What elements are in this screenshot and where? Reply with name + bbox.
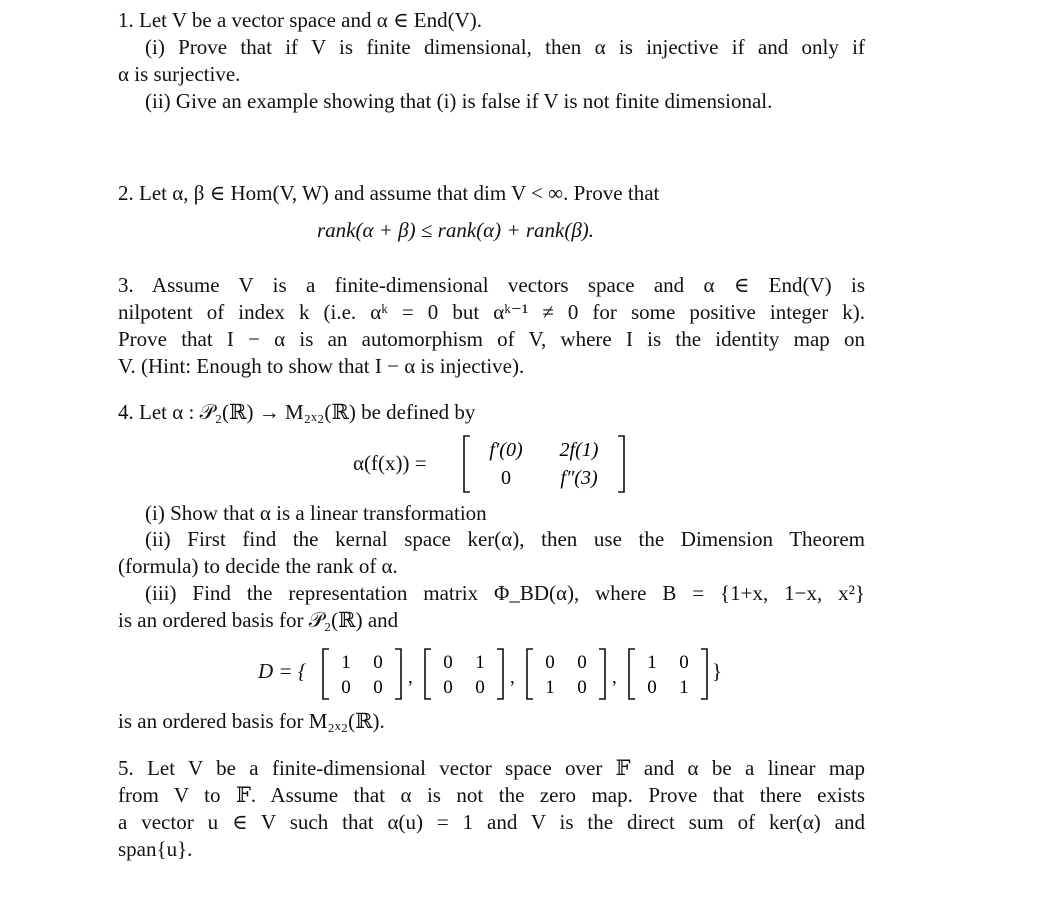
p4-closing: is an ordered basis for M₂ₓ₂(ℝ). xyxy=(118,709,385,733)
basis-lhs: D = { xyxy=(258,659,307,683)
map-entry-21: 0 xyxy=(501,467,511,489)
p5-line1: 5. Let V be a finite-dimensional vector space over 𝔽 and α be a linear map xyxy=(118,756,865,780)
left-bracket xyxy=(629,649,635,699)
p4-part-iii: (iii) Find the representation matrix Φ_BD(α), where B = {1+x, 1−x, x²} xyxy=(145,581,865,605)
p3-line4: V. (Hint: Enough to show that I − α is injective). xyxy=(118,354,525,378)
p2-formula: rank(α + β) ≤ rank(α) + rank(β). xyxy=(317,218,595,242)
basis-separator: , xyxy=(612,667,617,688)
p4-map-matrix xyxy=(462,434,626,498)
p4-map-matrix-svg xyxy=(462,434,626,494)
basis-separator: , xyxy=(510,667,515,688)
basis-matrix-4-entry-2: 0 xyxy=(679,652,689,673)
left-bracket xyxy=(527,649,533,699)
basis-rhs: } xyxy=(712,659,723,683)
left-bracket xyxy=(425,649,431,699)
p4-part-iii-cont: is an ordered basis for 𝒫₂(ℝ) and xyxy=(118,608,399,632)
right-bracket xyxy=(618,436,624,492)
p4-part-i: (i) Show that α is a linear transformation xyxy=(145,501,487,525)
basis-matrix-3-entry-3: 1 xyxy=(545,677,555,698)
right-bracket xyxy=(599,649,605,699)
p2-line1: 2. Let α, β ∈ Hom(V, W) and assume that dim V < ∞. Prove that xyxy=(118,181,660,205)
p3-line1: 3. Assume V is a finite-dimensional vectors space and α ∈ End(V) is xyxy=(118,273,865,297)
basis-matrices xyxy=(322,647,732,707)
p1-line1: 1. Let V be a vector space and α ∈ End(V). xyxy=(118,8,482,32)
p4-part-ii-cont: (formula) to decide the rank of α. xyxy=(118,554,398,578)
right-bracket xyxy=(701,649,707,699)
p5-line2: from V to 𝔽. Assume that α is not the zero map. Prove that there exists xyxy=(118,783,865,807)
p4-map-lhs: α(f(x)) = xyxy=(353,451,427,475)
basis-matrix-1-entry-3: 0 xyxy=(341,677,351,698)
p4-part-ii: (ii) First find the kernal space ker(α), then use the Dimension Theorem xyxy=(145,527,865,551)
left-bracket xyxy=(464,436,470,492)
left-bracket xyxy=(323,649,329,699)
basis-matrix-4-entry-3: 0 xyxy=(647,677,657,698)
p5-line3: a vector u ∈ V such that α(u) = 1 and V is the direct sum of ker(α) and xyxy=(118,810,865,834)
p4-line1: 4. Let α : 𝒫₂(ℝ) → M₂ₓ₂(ℝ) be defined by xyxy=(118,400,476,424)
basis-matrix-1-entry-1: 1 xyxy=(341,652,351,673)
basis-matrices-svg xyxy=(322,647,732,703)
basis-matrix-4-entry-4: 1 xyxy=(679,677,689,698)
map-entry-11: f′(0) xyxy=(489,439,523,461)
basis-matrix-2-entry-4: 0 xyxy=(475,677,485,698)
basis-matrix-3-entry-1: 0 xyxy=(545,652,555,673)
p3-line3: Prove that I − α is an automorphism of V, where I is the identity map on xyxy=(118,327,865,351)
map-entry-22: f″(3) xyxy=(560,467,598,489)
basis-matrix-2-entry-3: 0 xyxy=(443,677,453,698)
map-entry-12: 2f(1) xyxy=(559,439,599,461)
basis-matrix-4-entry-1: 1 xyxy=(647,652,657,673)
p1-part-i-cont: α is surjective. xyxy=(118,62,241,86)
basis-matrix-2 xyxy=(425,649,503,699)
basis-matrix-1-entry-4: 0 xyxy=(373,677,383,698)
right-bracket xyxy=(395,649,401,699)
basis-matrix-3 xyxy=(527,649,605,699)
basis-matrix-1 xyxy=(323,649,401,699)
p3-line2: nilpotent of index k (i.e. αᵏ = 0 but αᵏ⁻¹ ≠ 0 for some positive integer k). xyxy=(118,300,865,324)
basis-matrix-3-entry-2: 0 xyxy=(577,652,587,673)
basis-matrix-1-entry-2: 0 xyxy=(373,652,383,673)
basis-matrix-2-entry-1: 0 xyxy=(443,652,453,673)
basis-matrix-4 xyxy=(629,649,707,699)
basis-separator: , xyxy=(408,667,413,688)
right-bracket xyxy=(497,649,503,699)
p1-part-i: (i) Prove that if V is finite dimensional, then α is injective if and only if xyxy=(145,35,865,59)
p1-part-ii: (ii) Give an example showing that (i) is false if V is not finite dimensional. xyxy=(145,89,773,113)
p5-line4: span{u}. xyxy=(118,837,193,861)
basis-matrix-3-entry-4: 0 xyxy=(577,677,587,698)
basis-matrix-2-entry-2: 1 xyxy=(475,652,485,673)
